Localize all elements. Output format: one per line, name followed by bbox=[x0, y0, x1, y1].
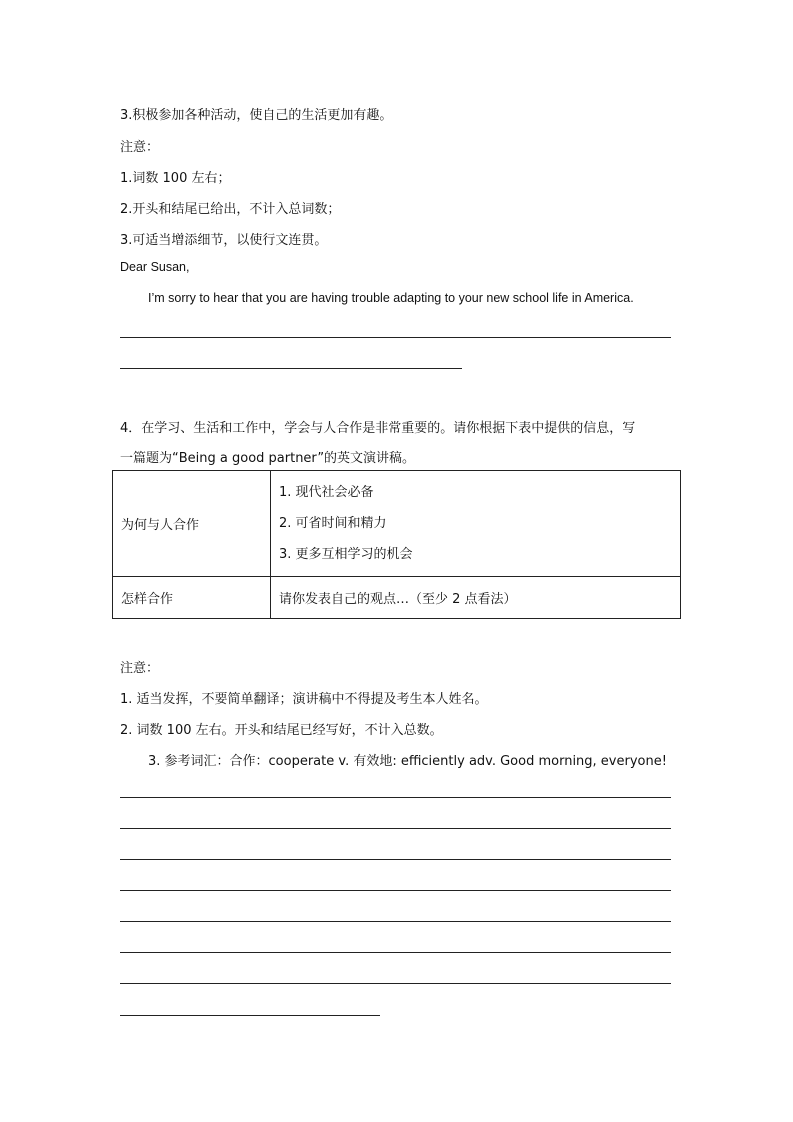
answer-line bbox=[120, 368, 462, 369]
answer-line bbox=[120, 983, 671, 984]
row-items-why bbox=[271, 471, 681, 577]
reason-item: 2. 可省时间和精力 bbox=[279, 516, 387, 531]
q3-note-1: 1.词数 100 左右； bbox=[120, 171, 231, 186]
info-table bbox=[112, 470, 681, 619]
answer-line bbox=[120, 797, 671, 798]
q4-prompt-line-2: 一篇题为“Being a good partner”的英文演讲稿。 bbox=[120, 451, 416, 466]
answer-line bbox=[120, 890, 671, 891]
q4-note-3: 3. 参考词汇：合作：cooperate v. 有效地: efficiently adv. Good morning, everyone! bbox=[148, 754, 667, 769]
letter-opening: I’m sorry to hear that you are having trouble adapting to your new school life in America. bbox=[148, 291, 634, 305]
q3-notes-title: 注意： bbox=[120, 140, 160, 155]
q4-notes-title: 注意： bbox=[120, 661, 160, 676]
salutation: Dear Susan, bbox=[120, 260, 190, 274]
q3-tail-item: 3.积极参加各种活动，使自己的生活更加有趣。 bbox=[120, 108, 393, 123]
q4-note-2: 2. 词数 100 左右。开头和结尾已经写好，不计入总数。 bbox=[120, 723, 443, 738]
q3-note-2: 2.开头和结尾已给出，不计入总词数； bbox=[120, 202, 341, 217]
table-row bbox=[113, 471, 681, 577]
reason-item: 3. 更多互相学习的机会 bbox=[279, 547, 413, 562]
row-text-how: 请你发表自己的观点…（至少 2 点看法） bbox=[271, 577, 681, 619]
answer-line bbox=[120, 828, 671, 829]
answer-line bbox=[120, 859, 671, 860]
answer-line bbox=[120, 921, 671, 922]
answer-line bbox=[120, 952, 671, 953]
answer-line bbox=[120, 1015, 380, 1016]
q3-note-3: 3.可适当增添细节，以使行文连贯。 bbox=[120, 233, 328, 248]
q4-prompt-line-1: 4．在学习、生活和工作中，学会与人合作是非常重要的。请你根据下表中提供的信息，写 bbox=[120, 421, 636, 436]
answer-line bbox=[120, 337, 671, 338]
q4-note-1: 1. 适当发挥，不要简单翻译；演讲稿中不得提及考生本人姓名。 bbox=[120, 692, 488, 707]
row-label-why: 为何与人合作 bbox=[113, 471, 271, 577]
table-row bbox=[113, 577, 681, 619]
row-label-how: 怎样合作 bbox=[113, 577, 271, 619]
reason-item: 1. 现代社会必备 bbox=[279, 485, 374, 500]
